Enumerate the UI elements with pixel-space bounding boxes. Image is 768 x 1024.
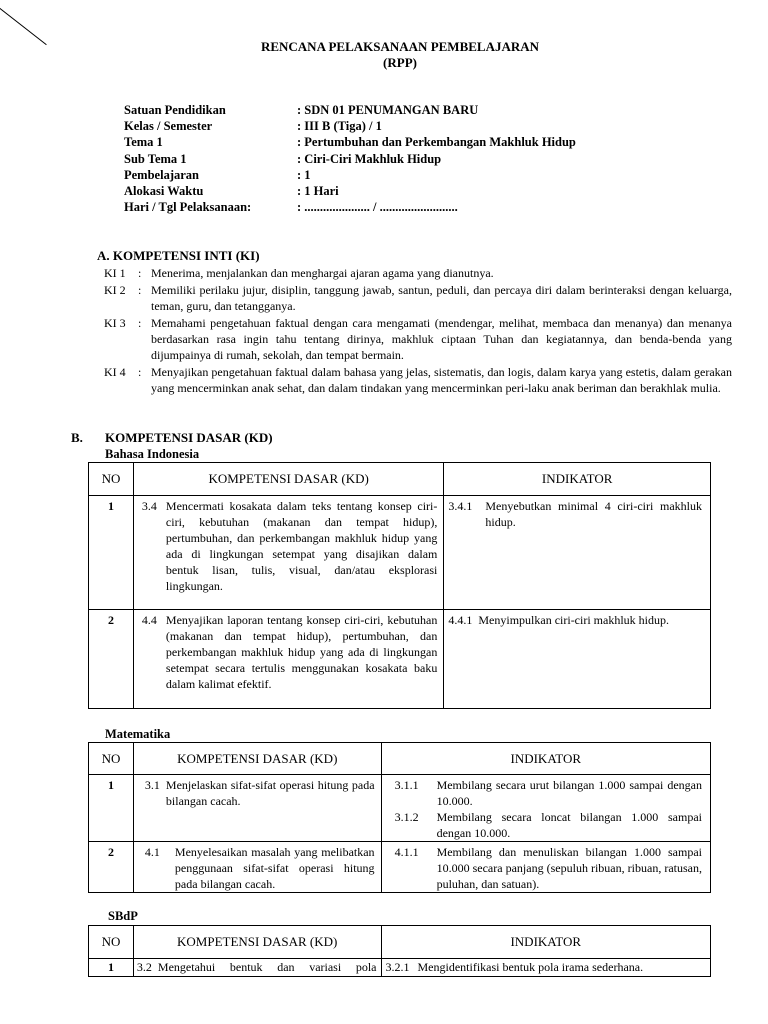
indicator-number: 3.1.2: [394, 810, 419, 824]
identity-value: : III B (Tiga) / 1: [297, 119, 382, 134]
indicator-number: 3.4.1: [448, 499, 473, 513]
row-number: 1: [89, 775, 134, 842]
kd-item: [137, 959, 377, 975]
section-b-letter: B.: [71, 430, 83, 445]
identity-label: Kelas / Semester: [124, 119, 213, 134]
indikator-cell: [381, 959, 711, 977]
indicator-text: Membilang dan menuliskan bilangan 1.000 sampai 10.000 secara panjang (sepuluh ribuan, ribuan, ratusan, puluhan, dan satuan).: [436, 845, 702, 891]
column-header-indikator: INDIKATOR: [381, 926, 711, 959]
kd-item: [145, 844, 375, 892]
kd-item: [142, 498, 437, 594]
identity-row: [124, 118, 576, 134]
identity-row: [124, 183, 576, 199]
column-header-kd: KOMPETENSI DASAR (KD): [133, 463, 443, 496]
kd-item: [145, 777, 375, 809]
indicator-item: [395, 809, 702, 841]
ki-item: [104, 315, 732, 364]
column-header-indikator: INDIKATOR: [444, 463, 711, 496]
ki-item: [104, 265, 732, 281]
kd-cell: [133, 775, 381, 842]
indicator-item: [395, 844, 702, 892]
indikator-cell: [444, 610, 711, 709]
indicator-text: Menyebutkan minimal 4 ciri-ciri makhluk hidup.: [485, 499, 702, 529]
kd-number: 3.1: [144, 778, 160, 792]
subject-title: SBdP: [108, 909, 138, 923]
section-b-heading: KOMPETENSI DASAR (KD): [105, 430, 273, 445]
row-number: 1: [89, 496, 134, 610]
column-header-no: NO: [89, 463, 134, 496]
indikator-cell: [381, 842, 710, 893]
row-number: 1: [89, 959, 134, 977]
kd-number: 3.4: [141, 499, 157, 513]
indicator-number: 3.2.1: [385, 960, 410, 974]
kd-number: 3.2: [136, 960, 152, 974]
identity-label: Alokasi Waktu: [124, 183, 204, 198]
kd-cell: [133, 842, 381, 893]
ki-code: KI 4: [104, 365, 126, 379]
identity-label: Pembelajaran: [124, 167, 199, 182]
section-a-heading: A. KOMPETENSI INTI (KI): [97, 248, 260, 263]
ki-colon: :: [138, 283, 142, 297]
kd-cell: [133, 959, 381, 977]
identity-value: : 1: [297, 167, 311, 182]
kd-table-sbdp: [88, 925, 711, 977]
identity-row: [124, 102, 576, 118]
row-number: 2: [89, 842, 134, 893]
identity-block: [124, 102, 576, 215]
kd-text: Menyajikan laporan tentang konsep ciri-ciri, kebutuhan (makanan dan tempat hidup), pertumbuhan, dan perkembangan makhluk hidup yang ada di lingkungan setempat secara tertulis menggunakan kosakata baku dalam kalimat efektif.: [165, 613, 438, 691]
column-header-kd: KOMPETENSI DASAR (KD): [133, 743, 381, 775]
ki-text: Memiliki perilaku jujur, disiplin, tanggung jawab, santun, peduli, dan percaya diri dalam berinteraksi dengan keluarga, teman, guru, dan tetangganya.: [151, 283, 732, 314]
ki-code: KI 1: [104, 266, 126, 280]
kd-table-matematika: [88, 742, 711, 893]
ki-text: Menerima, menjalankan dan menghargai ajaran agama yang dianutnya.: [151, 266, 494, 280]
column-header-no: NO: [89, 926, 134, 959]
identity-label: Satuan Pendidikan: [124, 103, 226, 117]
ki-text: Menyajikan pengetahuan faktual dalam bahasa yang jelas, sistematis, dan logis, dalam karya yang estetis, dalam gerakan yang mencerminkan anak sehat, dan dalam tindakan yang mencerminkan peri-laku anak beriman dan berakhlak mulia.: [151, 365, 732, 396]
identity-value: : Ciri-Ciri Makhluk Hidup: [297, 151, 442, 166]
table-row: [89, 496, 711, 610]
ki-code: KI 2: [104, 283, 126, 297]
identity-row: [124, 134, 576, 150]
indicator-number: 4.4.1: [448, 613, 473, 627]
identity-row: [124, 199, 576, 215]
indicator-text: Membilang secara urut bilangan 1.000 sampai dengan 10.000.: [436, 778, 702, 808]
indicator-text: Menyimpulkan ciri-ciri makhluk hidup.: [478, 613, 670, 627]
indikator-cell: [444, 496, 711, 610]
kd-cell: [133, 496, 443, 610]
indicator-item: [448, 498, 702, 530]
kd-text: Mengetahui bentuk dan variasi pola: [157, 960, 377, 974]
kd-text: Menjelaskan sifat-sifat operasi hitung pada bilangan cacah.: [165, 778, 375, 808]
kd-item: [142, 612, 437, 692]
ki-item: [104, 282, 732, 314]
indicator-number: 3.1.1: [394, 778, 419, 792]
indicator-number: 4.1.1: [394, 845, 419, 859]
row-number: 2: [89, 610, 134, 709]
kd-text: Mencermati kosakata dalam teks tentang konsep ciri-ciri, kebutuhan (makanan dan tempat hidup), pertumbuhan, dan perkembangan makhluk hidup yang ada di lingkungan setempat yang disajikan dalam bentuk lisan, tulis, visual, dan/atau eksplorasi lingkungan.: [165, 499, 438, 593]
column-header-indikator: INDIKATOR: [381, 743, 710, 775]
identity-value: : 1 Hari: [297, 183, 339, 198]
document-title: RENCANA PELAKSANAAN PEMBELAJARAN: [260, 39, 540, 54]
indicator-text: Membilang secara loncat bilangan 1.000 sampai dengan 10.000.: [436, 810, 702, 840]
kd-number: 4.1: [144, 845, 160, 859]
table-row: [89, 842, 711, 893]
column-header-kd: KOMPETENSI DASAR (KD): [133, 926, 381, 959]
ki-code: KI 3: [104, 316, 126, 330]
identity-value: : ..................... / .........................: [297, 200, 458, 215]
indicator-item: [448, 612, 702, 628]
indikator-cell: [381, 775, 710, 842]
kd-number: 4.4: [141, 613, 157, 627]
identity-label: Hari / Tgl Pelaksanaan:: [124, 200, 252, 215]
indicator-item: [386, 959, 703, 975]
indicator-item: [395, 777, 702, 809]
subject-title: Bahasa Indonesia: [105, 447, 200, 461]
ki-text: Memahami pengetahuan faktual dengan cara mengamati (mendengar, melihat, membaca dan menanya) dan menanya berdasarkan rasa ingin tahu tentang dirinya, makhluk ciptaan Tuhan dan kegiatannya, dan benda-benda yang dijumpainya di rumah, sekolah, dan tempat bermain.: [151, 316, 732, 363]
ki-item: [104, 364, 732, 396]
identity-label: Tema 1: [124, 135, 163, 150]
indicator-text: Mengidentifikasi bentuk pola irama sederhana.: [417, 960, 644, 974]
column-header-no: NO: [89, 743, 134, 775]
subject-title: Matematika: [105, 727, 171, 741]
ki-colon: :: [138, 266, 142, 280]
identity-row: [124, 151, 576, 167]
identity-value: : Pertumbuhan dan Perkembangan Makhluk Hidup: [297, 135, 576, 150]
table-row: [89, 959, 711, 977]
kd-cell: [133, 610, 443, 709]
table-row: [89, 775, 711, 842]
kd-table-bahasa-indonesia: [88, 462, 711, 709]
identity-value: : SDN 01 PENUMANGAN BARU: [297, 103, 479, 117]
ki-colon: :: [138, 365, 142, 379]
kd-text: Menyelesaikan masalah yang melibatkan penggunaan sifat-sifat operasi hitung pada bilangan cacah.: [174, 845, 375, 891]
identity-label: Sub Tema 1: [124, 151, 187, 166]
document-subtitle: (RPP): [383, 55, 417, 70]
identity-row: [124, 167, 576, 183]
ki-colon: :: [138, 316, 142, 330]
table-row: [89, 610, 711, 709]
